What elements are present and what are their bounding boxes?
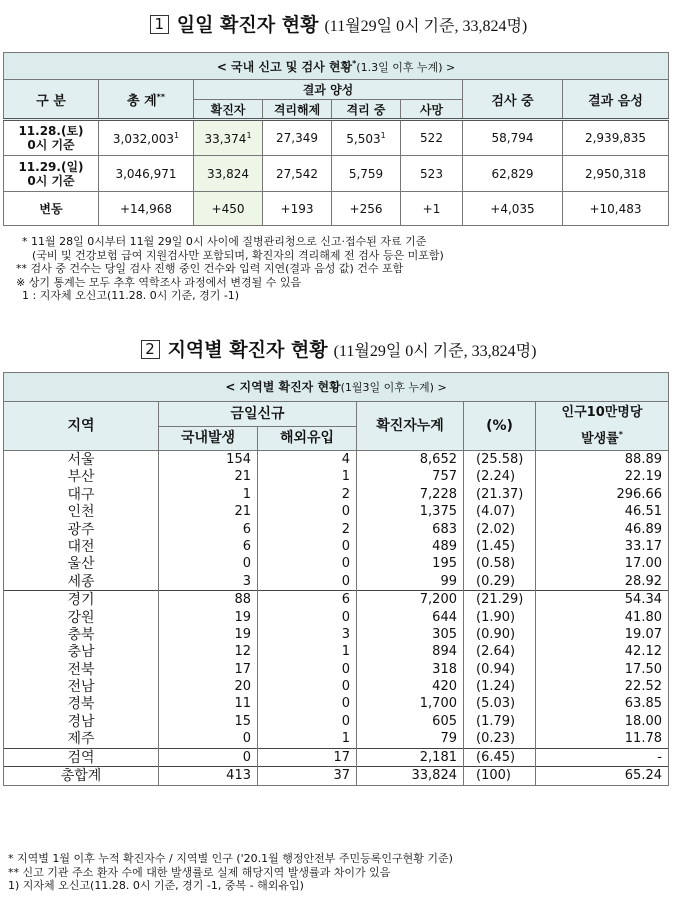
- region-cumulative: 420: [357, 678, 464, 695]
- row-label-line1: 11.28.(토): [18, 124, 84, 138]
- region-domestic: 20: [159, 678, 258, 695]
- section1-notes: [16, 235, 444, 303]
- region-rate: 11.78: [536, 731, 669, 749]
- region-cumulative: 894: [357, 644, 464, 661]
- header-deaths: 사망: [401, 100, 463, 120]
- region-row: [4, 451, 669, 469]
- region-name: 광주: [4, 521, 159, 538]
- region-rate: 63.85: [536, 696, 669, 713]
- region-row: [4, 713, 669, 730]
- region-row: [4, 609, 669, 626]
- section1-title-text: 일일 확진자 현황: [176, 14, 319, 36]
- region-domestic: 15: [159, 713, 258, 730]
- header-negative: 결과 음성: [563, 80, 669, 120]
- region-rate: 33.17: [536, 538, 669, 555]
- region-overseas: 1: [258, 644, 357, 661]
- region-overseas: 17: [258, 748, 357, 766]
- cell-confirmed: 33,824: [194, 156, 263, 192]
- region-overseas: 2: [258, 521, 357, 538]
- region-overseas: 2: [258, 486, 357, 503]
- region-row: [4, 591, 669, 609]
- note-line: ** 검사 중 건수는 당일 검사 진행 중인 건수와 입력 지연(결과 음성 값) 건수 포함: [16, 262, 404, 275]
- cell-confirmed-value: 33,374: [204, 131, 247, 146]
- region-cumulative: 644: [357, 609, 464, 626]
- cell-total: [99, 120, 194, 156]
- region-name: 서울: [4, 451, 159, 469]
- note-line: * 지역별 1월 이후 누적 확진자수 / 지역별 인구 ('20.1월 행정안전부 주민등록인구현황 기준): [8, 852, 453, 865]
- region-cumulative: 683: [357, 521, 464, 538]
- region-row: [4, 644, 669, 661]
- header-overseas: 해외유입: [258, 426, 357, 451]
- header-region: 지역: [4, 402, 159, 451]
- region-rate: 22.52: [536, 678, 669, 695]
- region-name: 충남: [4, 644, 159, 661]
- row-label: [4, 120, 99, 156]
- table1-caption-suffix: (1.3일 이후 누계) >: [356, 60, 456, 74]
- region-domestic: 12: [159, 644, 258, 661]
- change-confirmed: +450: [194, 192, 263, 226]
- region-name: 전남: [4, 678, 159, 695]
- region-row: [4, 748, 669, 766]
- change-deaths: +1: [401, 192, 463, 226]
- region-overseas: 0: [258, 661, 357, 678]
- header-rate: [536, 402, 669, 451]
- region-overseas: 0: [258, 713, 357, 730]
- region-name: 인천: [4, 504, 159, 521]
- region-pct: (1.79): [464, 713, 536, 730]
- cell-total-value: 3,032,003: [112, 131, 174, 146]
- region-domestic: 6: [159, 521, 258, 538]
- header-positive-group: 결과 양성: [194, 80, 463, 100]
- region-overseas: 0: [258, 556, 357, 573]
- change-released: +193: [263, 192, 332, 226]
- change-total: +14,968: [99, 192, 194, 226]
- region-row: [4, 538, 669, 555]
- region-overseas: 0: [258, 573, 357, 591]
- region-name: 충북: [4, 626, 159, 643]
- region-name: 전북: [4, 661, 159, 678]
- header-today-new: 금일신규: [159, 402, 357, 427]
- section2-number: 2: [141, 340, 160, 359]
- region-name: 경북: [4, 696, 159, 713]
- region-rate: 296.66: [536, 486, 669, 503]
- section2-notes: [8, 852, 453, 893]
- table1-caption-text: < 국내 신고 및 검사 현황: [216, 59, 353, 74]
- region-cumulative: 8,652: [357, 451, 464, 469]
- region-pct: (1.45): [464, 538, 536, 555]
- region-row: [4, 731, 669, 749]
- change-isolating: +256: [332, 192, 401, 226]
- header-rate-line1: 인구10만명당: [561, 405, 643, 420]
- region-name: 대구: [4, 486, 159, 503]
- cell-testing: 62,829: [463, 156, 563, 192]
- note-line: (국비 및 건강보험 급여 지원검사만 포함되며, 확진자의 격리해제 전 검사 등은 미포함): [32, 248, 444, 262]
- cell-released: 27,542: [263, 156, 332, 192]
- region-row: [4, 504, 669, 521]
- header-total-text: 총 계: [126, 93, 157, 109]
- region-name: 검역: [4, 748, 159, 766]
- region-row: [4, 696, 669, 713]
- header-rate-sup: *: [618, 430, 623, 439]
- table2-caption-text: < 지역별 확진자 현황: [225, 379, 341, 394]
- region-cumulative: 195: [357, 556, 464, 573]
- cell-isolating-value: 5,503: [346, 131, 381, 146]
- region-overseas: 0: [258, 538, 357, 555]
- region-domestic: 3: [159, 573, 258, 591]
- region-name: 경기: [4, 591, 159, 609]
- region-pct: (5.03): [464, 696, 536, 713]
- region-rate: 22.19: [536, 469, 669, 486]
- note-line: 1 : 지자체 오신고(11.28. 0시 기준, 경기 -1): [22, 289, 240, 302]
- header-isolating: 격리 중: [332, 100, 401, 120]
- region-pct: (0.23): [464, 731, 536, 749]
- region-name: 강원: [4, 609, 159, 626]
- region-row: [4, 556, 669, 573]
- cell-confirmed: [194, 120, 263, 156]
- region-rate: 17.00: [536, 556, 669, 573]
- region-cumulative: 2,181: [357, 748, 464, 766]
- region-name: 대전: [4, 538, 159, 555]
- section2-subtitle: (11월29일 0시 기준, 33,824명): [333, 343, 537, 360]
- header-total: [99, 80, 194, 120]
- table2-caption-suffix: (1월3일 이후 누계) >: [340, 380, 447, 394]
- table1-caption-sup: *: [352, 58, 357, 68]
- region-rate: 18.00: [536, 713, 669, 730]
- cell-confirmed-sup: 1: [246, 130, 252, 140]
- region-overseas: 6: [258, 591, 357, 609]
- region-domestic: 21: [159, 469, 258, 486]
- cell-deaths: 523: [401, 156, 463, 192]
- region-rate: -: [536, 748, 669, 766]
- region-domestic: 19: [159, 609, 258, 626]
- section1-number: 1: [150, 15, 169, 34]
- region-domestic: 0: [159, 731, 258, 749]
- region-rate: 28.92: [536, 573, 669, 591]
- region-overseas: 1: [258, 731, 357, 749]
- total-region: 총합계: [4, 767, 159, 785]
- region-pct: (21.29): [464, 591, 536, 609]
- change-negative: +10,483: [563, 192, 669, 226]
- region-cumulative: 99: [357, 573, 464, 591]
- region-row: [4, 626, 669, 643]
- region-name: 제주: [4, 731, 159, 749]
- section2-title-text: 지역별 확진자 현황: [167, 339, 328, 361]
- region-row: [4, 573, 669, 591]
- region-domestic: 154: [159, 451, 258, 469]
- change-testing: +4,035: [463, 192, 563, 226]
- region-row: [4, 469, 669, 486]
- cell-total-sup: 1: [173, 130, 180, 140]
- region-pct: (21.37): [464, 486, 536, 503]
- section1-subtitle: (11월29일 0시 기준, 33,824명): [324, 18, 528, 35]
- region-pct: (6.45): [464, 748, 536, 766]
- header-rate-line2: 발생률: [581, 431, 619, 447]
- total-cumulative: 33,824: [357, 767, 464, 785]
- region-rate: 54.34: [536, 591, 669, 609]
- region-pct: (0.29): [464, 573, 536, 591]
- row-label-line2: 0시 기준: [27, 173, 75, 188]
- header-domestic: 국내발생: [159, 426, 258, 451]
- region-cumulative: 1,700: [357, 696, 464, 713]
- total-overseas: 37: [258, 767, 357, 785]
- cell-released: 27,349: [263, 120, 332, 156]
- header-released: 격리해제: [263, 100, 332, 120]
- region-rate: 19.07: [536, 626, 669, 643]
- cell-negative: 2,939,835: [563, 120, 669, 156]
- header-total-sup: **: [156, 92, 166, 102]
- region-pct: (2.24): [464, 469, 536, 486]
- region-cumulative: 318: [357, 661, 464, 678]
- region-overseas: 0: [258, 678, 357, 695]
- region-cumulative: 79: [357, 731, 464, 749]
- table1-caption: [4, 53, 669, 80]
- region-row: [4, 521, 669, 538]
- region-pct: (1.90): [464, 609, 536, 626]
- region-domestic: 0: [159, 748, 258, 766]
- row-label: [4, 156, 99, 192]
- cell-isolating: 5,759: [332, 156, 401, 192]
- region-pct: (0.58): [464, 556, 536, 573]
- cell-total: 3,046,971: [99, 156, 194, 192]
- region-rate: 17.50: [536, 661, 669, 678]
- region-row: [4, 678, 669, 695]
- region-name: 세종: [4, 573, 159, 591]
- region-domestic: 11: [159, 696, 258, 713]
- region-domestic: 17: [159, 661, 258, 678]
- cell-deaths: 522: [401, 120, 463, 156]
- region-domestic: 0: [159, 556, 258, 573]
- cell-isolating-sup: 1: [380, 130, 386, 140]
- header-cumulative: 확진자누계: [357, 402, 464, 451]
- note-line: ** 신고 기관 주소 환자 수에 대한 발생률로 실제 해당지역 발생률과 차이가 있음: [8, 865, 391, 879]
- row-label-line1: 11.29.(일): [18, 159, 84, 174]
- change-label: 변동: [4, 192, 99, 226]
- regional-table: [3, 372, 669, 786]
- header-confirmed: 확진자: [194, 100, 263, 120]
- total-rate: 65.24: [536, 767, 669, 785]
- region-cumulative: 605: [357, 713, 464, 730]
- region-cumulative: 7,200: [357, 591, 464, 609]
- region-rate: 42.12: [536, 644, 669, 661]
- region-domestic: 1: [159, 486, 258, 503]
- region-overseas: 0: [258, 504, 357, 521]
- region-rate: 46.89: [536, 521, 669, 538]
- section1-title: [0, 10, 677, 37]
- region-pct: (2.64): [464, 644, 536, 661]
- region-cumulative: 757: [357, 469, 464, 486]
- note-line: * 11월 28일 0시부터 11월 29일 0시 사이에 질병관리청으로 신고·접수된 자료 기준: [22, 235, 427, 248]
- header-category: 구 분: [4, 80, 99, 120]
- region-overseas: 0: [258, 609, 357, 626]
- region-domestic: 21: [159, 504, 258, 521]
- region-overseas: 1: [258, 469, 357, 486]
- region-pct: (2.02): [464, 521, 536, 538]
- region-name: 경남: [4, 713, 159, 730]
- region-row: [4, 486, 669, 503]
- region-pct: (0.94): [464, 661, 536, 678]
- region-rate: 46.51: [536, 504, 669, 521]
- cell-testing: 58,794: [463, 120, 563, 156]
- table2-caption: [4, 373, 669, 402]
- region-cumulative: 1,375: [357, 504, 464, 521]
- region-cumulative: 489: [357, 538, 464, 555]
- region-overseas: 3: [258, 626, 357, 643]
- region-domestic: 88: [159, 591, 258, 609]
- note-line: 1) 지자체 오신고(11.28. 0시 기준, 경기 -1, 중복 - 해외유입): [8, 879, 304, 892]
- region-name: 부산: [4, 469, 159, 486]
- region-cumulative: 7,228: [357, 486, 464, 503]
- region-rate: 41.80: [536, 609, 669, 626]
- region-pct: (0.90): [464, 626, 536, 643]
- region-overseas: 0: [258, 696, 357, 713]
- region-rate: 88.89: [536, 451, 669, 469]
- row-label-line2: 0시 기준: [27, 138, 75, 152]
- region-cumulative: 305: [357, 626, 464, 643]
- header-testing: 검사 중: [463, 80, 563, 120]
- total-pct: (100): [464, 767, 536, 785]
- region-domestic: 19: [159, 626, 258, 643]
- section2-title: [0, 335, 677, 362]
- region-overseas: 4: [258, 451, 357, 469]
- region-name: 울산: [4, 556, 159, 573]
- region-row: [4, 661, 669, 678]
- region-pct: (25.58): [464, 451, 536, 469]
- region-domestic: 6: [159, 538, 258, 555]
- cell-isolating: [332, 120, 401, 156]
- total-domestic: 413: [159, 767, 258, 785]
- domestic-report-table: [3, 52, 669, 226]
- header-pct: (%): [464, 402, 536, 451]
- region-pct: (4.07): [464, 504, 536, 521]
- region-pct: (1.24): [464, 678, 536, 695]
- cell-negative: 2,950,318: [563, 156, 669, 192]
- note-line: ※ 상기 통계는 모두 추후 역학조사 과정에서 변경될 수 있음: [16, 275, 302, 289]
